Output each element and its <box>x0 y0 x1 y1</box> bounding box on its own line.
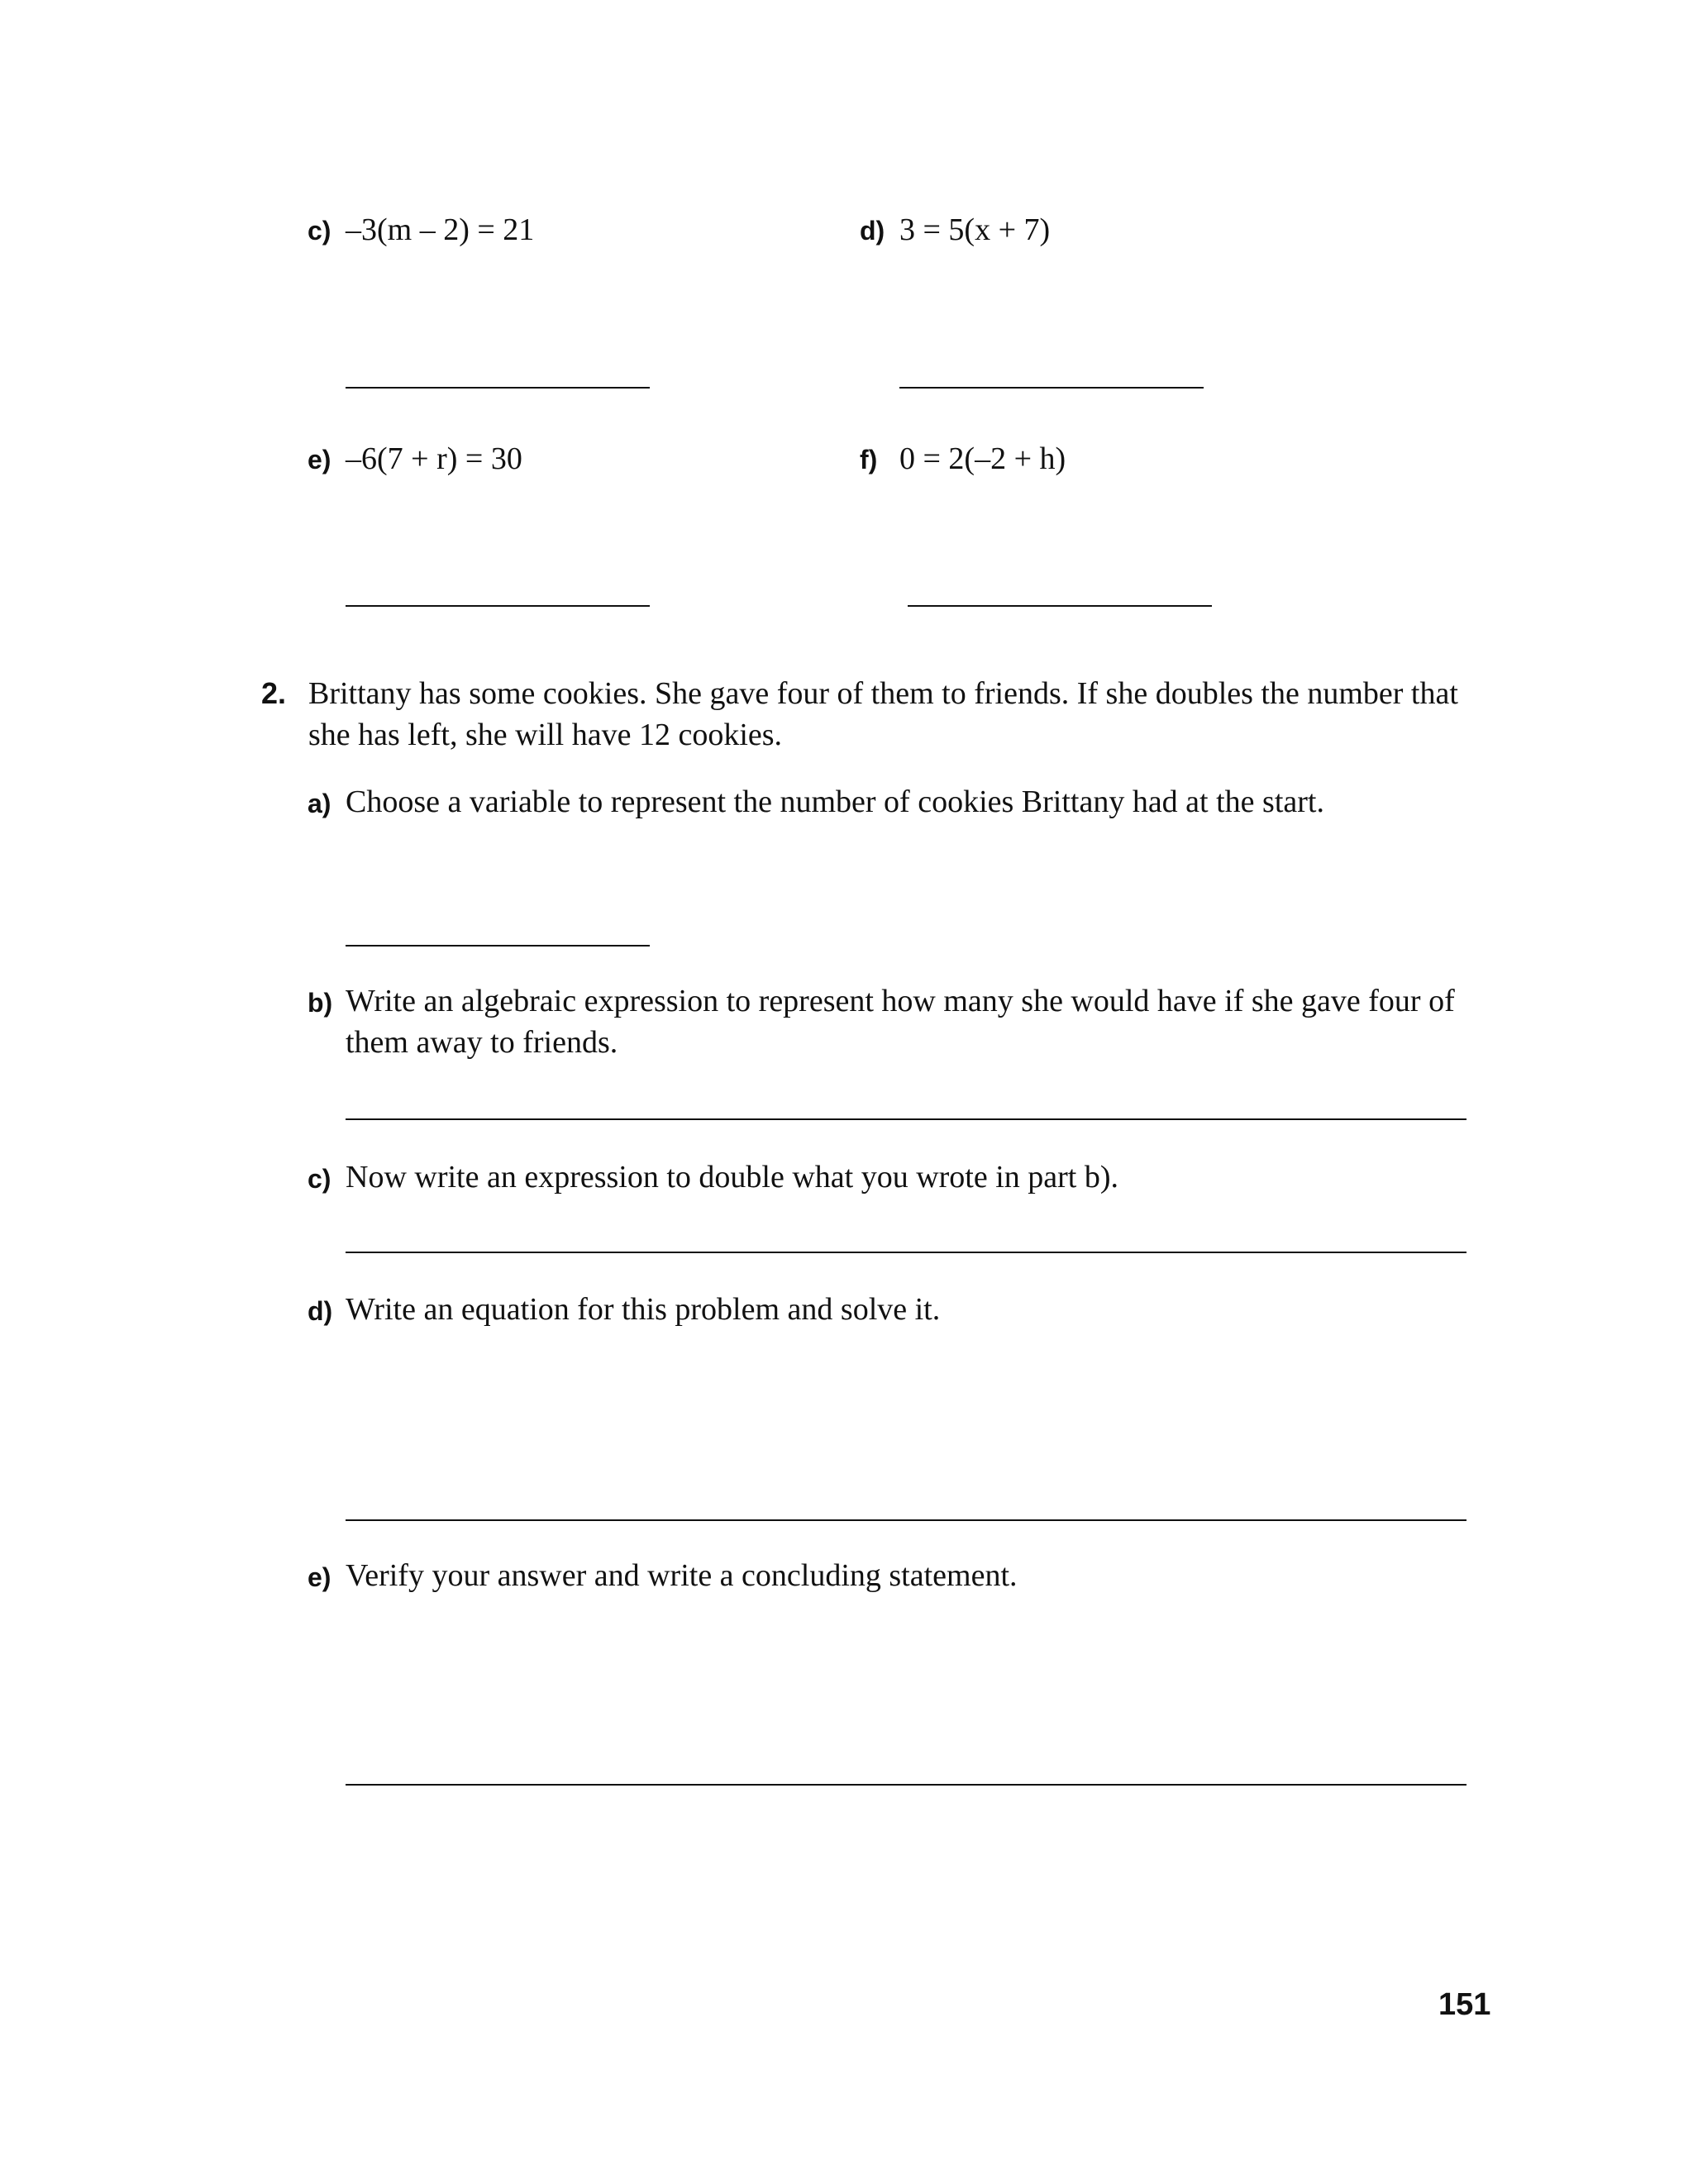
q2-prompt: Brittany has some cookies. She gave four of them to friends. If she doubles the number that she has left, she will have 12 cookies. <box>308 676 1458 752</box>
q1d-label: d) <box>860 216 885 246</box>
q1f-answer-line[interactable] <box>908 605 1212 607</box>
q2b-label: b) <box>308 988 333 1018</box>
q1e-equation: –6(7 + r) = 30 <box>346 441 522 476</box>
q1c-answer-line[interactable] <box>346 387 650 389</box>
page-number: 151 <box>1438 1987 1491 2022</box>
q1c-label: c) <box>308 216 331 246</box>
q2e-text: Verify your answer and write a concluding statement. <box>346 1558 1018 1593</box>
q2d-answer-line[interactable] <box>346 1519 1466 1521</box>
q1d-equation: 3 = 5(x + 7) <box>899 212 1051 247</box>
q2b-text: Write an algebraic expression to represent how many she would have if she gave four of them away to friends. <box>346 984 1455 1060</box>
q2c-label: c) <box>308 1164 331 1194</box>
q2e-label: e) <box>308 1562 331 1592</box>
q2a-text: Choose a variable to represent the number of cookies Brittany had at the start. <box>346 784 1324 819</box>
q2c-text: Now write an expression to double what you wrote in part b). <box>346 1160 1119 1195</box>
q1e-label: e) <box>308 445 331 474</box>
q2e-answer-line[interactable] <box>346 1784 1466 1786</box>
q1f-equation: 0 = 2(–2 + h) <box>899 441 1066 476</box>
q2c-answer-line[interactable] <box>346 1252 1466 1253</box>
q2b-answer-line[interactable] <box>346 1118 1466 1120</box>
q1d-answer-line[interactable] <box>899 387 1204 389</box>
q2a-answer-line[interactable] <box>346 945 650 947</box>
q1c-equation: –3(m – 2) = 21 <box>346 212 535 247</box>
q2d-text: Write an equation for this problem and solve it. <box>346 1292 941 1327</box>
q1e-answer-line[interactable] <box>346 605 650 607</box>
q2-number: 2. <box>261 676 287 710</box>
q1f-label: f) <box>860 445 878 474</box>
q2d-label: d) <box>308 1296 333 1326</box>
q2a-label: a) <box>308 789 331 818</box>
